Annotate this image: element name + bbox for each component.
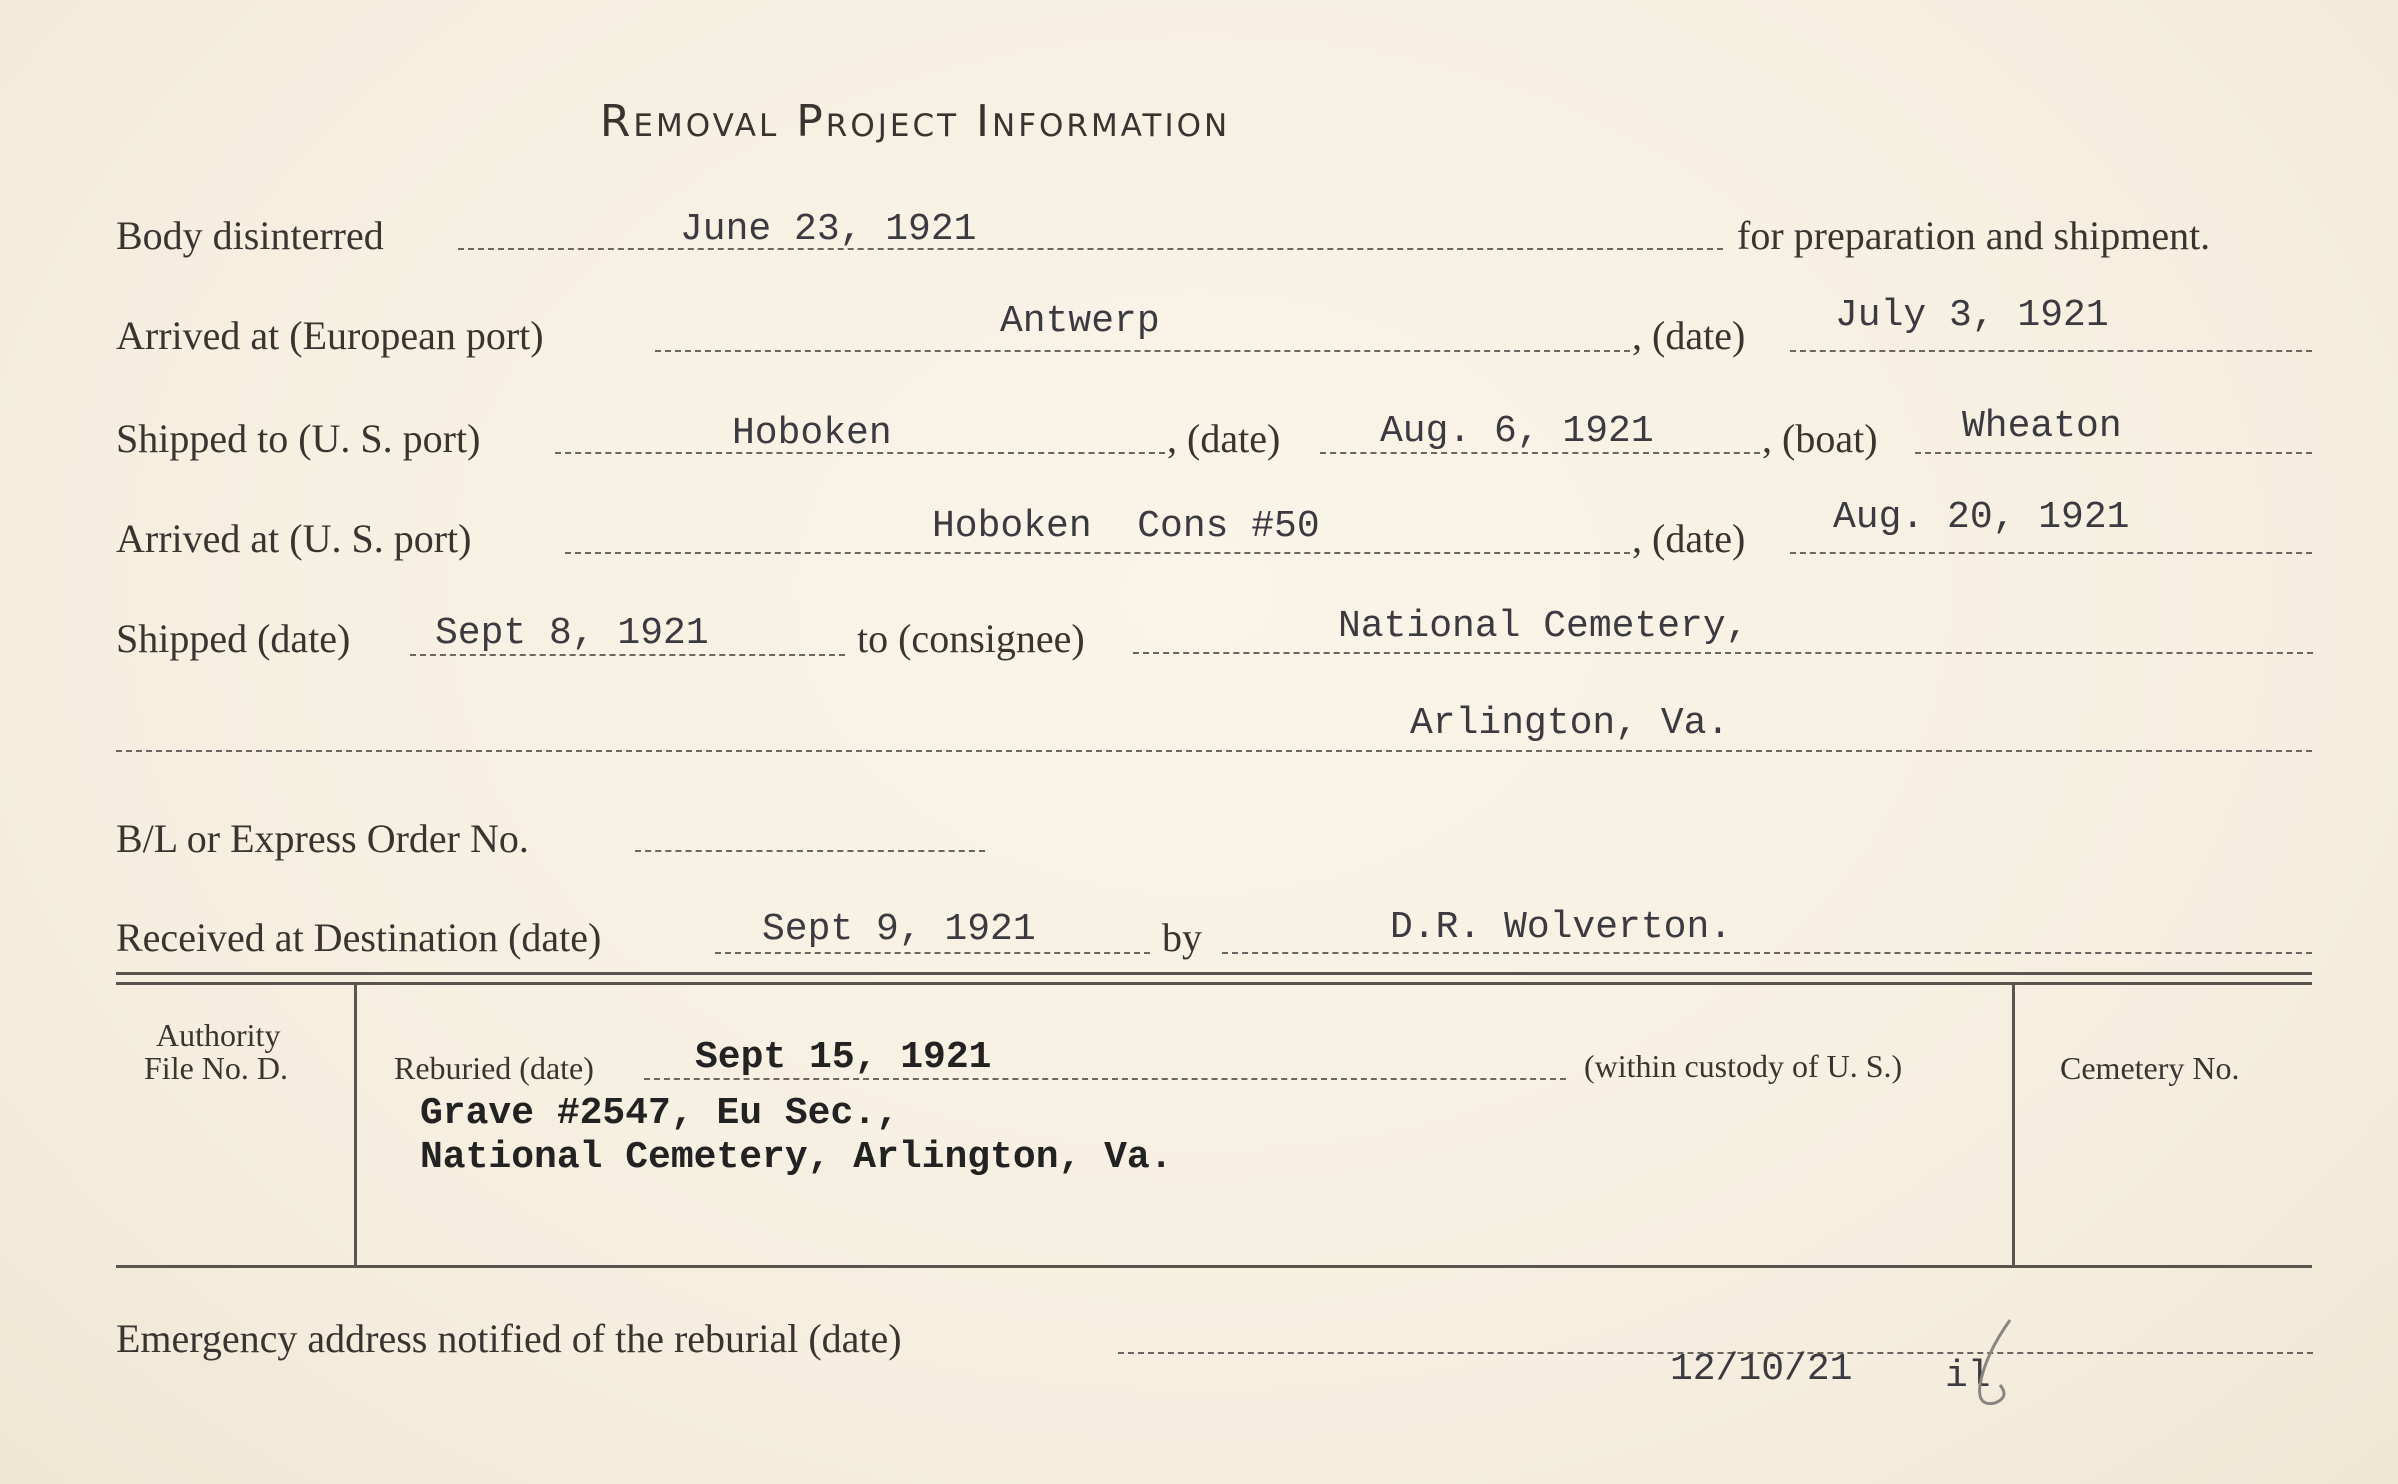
- authority-label-2: File No. D.: [144, 1050, 288, 1086]
- received-by: D.R. Wolverton.: [1390, 906, 1733, 949]
- received-date: Sept 9, 1921: [762, 908, 1036, 951]
- emergency-label: Emergency address notified of the reburial (date): [116, 1316, 902, 1361]
- received-date-line: [715, 952, 1150, 954]
- consignee-1: National Cemetery,: [1338, 605, 1749, 648]
- disinterred-line: [458, 248, 1723, 250]
- shipped-us-boat-label: , (boat): [1762, 416, 1878, 461]
- box-divider-right: [2012, 985, 2015, 1265]
- bl-label: B/L or Express Order No.: [116, 816, 529, 861]
- grave-line: Grave #2547, Eu Sec.,: [420, 1092, 899, 1135]
- custody-label: (within custody of U. S.): [1584, 1048, 1903, 1084]
- page-title: Removal Project Information: [599, 96, 1231, 147]
- arrived-us-port: Hoboken Cons #50: [932, 505, 1320, 548]
- reburied-date: Sept 15, 1921: [695, 1036, 992, 1079]
- arrived-us-label: Arrived at (U. S. port): [116, 516, 472, 561]
- arrived-us-date-line: [1790, 552, 2312, 554]
- pencil-mark-icon: [1955, 1315, 2025, 1415]
- arrived-us-date-label: , (date): [1632, 516, 1746, 561]
- shipped-us-boat: Wheaton: [1962, 405, 2122, 448]
- disinterred-suffix: for preparation and shipment.: [1737, 213, 2211, 258]
- arrived-eu-port: Antwerp: [1000, 300, 1160, 343]
- arrived-eu-date-line: [1790, 350, 2312, 352]
- cemetery-location: National Cemetery, Arlington, Va.: [420, 1136, 1173, 1179]
- received-by-line: [1222, 952, 2312, 954]
- received-label: Received at Destination (date): [116, 915, 602, 960]
- shipped-date: Sept 8, 1921: [435, 612, 709, 655]
- arrived-eu-line: [655, 350, 1630, 352]
- shipped-us-date: Aug. 6, 1921: [1380, 410, 1654, 453]
- arrived-eu-label: Arrived at (European port): [116, 313, 544, 358]
- reburied-label: Reburied (date): [394, 1050, 594, 1086]
- received-by-label: by: [1162, 915, 1202, 960]
- consignee-line: [1133, 652, 2313, 654]
- emergency-initials: il: [1945, 1355, 1991, 1398]
- box-top-rule-1: [116, 972, 2312, 975]
- authority-label-1: Authority: [156, 1017, 281, 1053]
- box-top-rule-2: [116, 982, 2312, 985]
- consignee-line-2: [116, 750, 2312, 752]
- shipped-us-boat-line: [1915, 452, 2312, 454]
- shipped-us-date-label: , (date): [1167, 416, 1281, 461]
- shipped-us-port: Hoboken: [732, 412, 892, 455]
- arrived-eu-date-label: , (date): [1632, 313, 1746, 358]
- box-divider-left: [354, 985, 357, 1265]
- cemetery-no-label: Cemetery No.: [2060, 1050, 2240, 1086]
- consignee-label: to (consignee): [857, 616, 1085, 661]
- shipped-us-label: Shipped to (U. S. port): [116, 416, 481, 461]
- shipped-date-label: Shipped (date): [116, 616, 351, 661]
- disinterred-value: June 23, 1921: [680, 208, 977, 251]
- arrived-us-date: Aug. 20, 1921: [1833, 496, 2130, 539]
- arrived-eu-date: July 3, 1921: [1835, 294, 2109, 337]
- arrived-us-line: [565, 552, 1630, 554]
- consignee-2: Arlington, Va.: [1410, 702, 1730, 745]
- disinterred-label: Body disinterred: [116, 213, 384, 258]
- emergency-date: 12/10/21: [1670, 1348, 1853, 1391]
- bl-line: [635, 850, 985, 852]
- box-bottom-rule: [116, 1265, 2312, 1268]
